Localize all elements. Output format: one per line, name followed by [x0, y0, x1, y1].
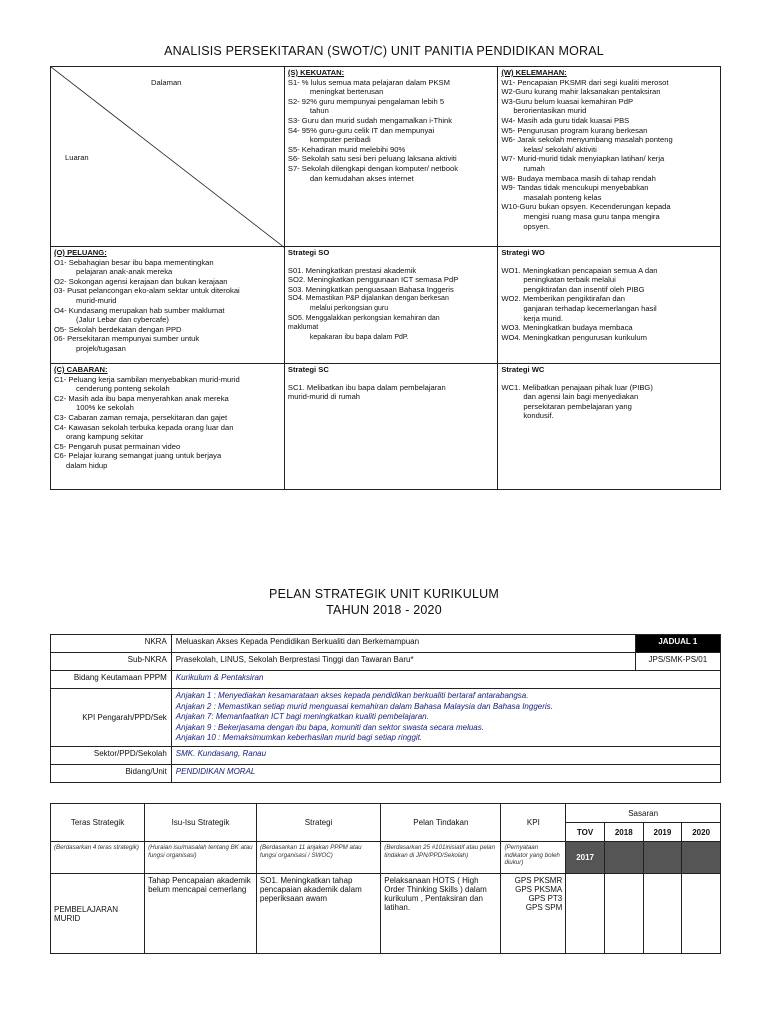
strategi-header: Strategi	[256, 804, 380, 842]
pelan-note: (Berdasarkan 25 #101inisiatif atau pelan tindakan di JPN/PPD/Sekolah)	[381, 842, 501, 874]
s-item: S3- Guru dan murid sudah mengamalkan i-Think	[287, 115, 453, 125]
s-item: S7- Sekolah dilengkapi dengan komputer/ netbook	[287, 163, 459, 173]
row-kpi	[501, 874, 566, 954]
so-item: SO5. Menggalakkan perkongsian kemahiran dan	[287, 314, 440, 322]
kpi-note: (Pernyataan indikator yang boleh diukur)	[501, 842, 566, 874]
unit-label: Bidang/Unit	[51, 764, 172, 782]
wc-item: WC1. Melibatkan penajaan pihak luar (PIBG)	[501, 382, 653, 392]
luaran-label: Luaran	[65, 153, 89, 162]
subnkra-label: Sub-NKRA	[51, 653, 172, 671]
year-header: 2018	[604, 823, 643, 842]
year-header: TOV	[566, 823, 605, 842]
tov-year: 2017	[566, 842, 605, 874]
w-item: W4- Masih ada guru tidak kuasai PBS	[501, 115, 630, 125]
w-item: W2-Guru kurang mahir laksanakan pentaksiran	[501, 87, 661, 97]
o-item: O5- Sekolah berdekatan dengan PPD	[54, 324, 182, 334]
target-cell	[643, 874, 682, 954]
nkra-value: Meluaskan Akses Kepada Pendidikan Berkualiti dan Berkemampuan	[171, 635, 635, 653]
so-item: S03. Meningkatkan penguasaan Bahasa Inggeris	[287, 284, 454, 294]
plan-years: TAHUN 2018 - 2020	[326, 603, 442, 617]
kpi-item: Anjakan 10 : Memaksimumkan keberhasilan murid bagi setiap ringgit.	[175, 733, 423, 742]
strategi-note: (Berdasarkan 11 anjakan PPPM atau fungsi organisasi / SWOC)	[256, 842, 380, 874]
w-item: W10-Guru bukan opsyen. Kecenderungan kepada	[501, 202, 671, 212]
plan-table	[50, 634, 721, 783]
opportunities-title: (O) PELUANG:	[54, 248, 107, 257]
kpi-line: GPS PT3	[528, 894, 563, 903]
sc-item: murid-murid di rumah	[287, 392, 361, 402]
kpi-list	[171, 689, 720, 747]
c-item: C4- Kawasan sekolah terbuka kepada orang luar dan	[54, 422, 234, 432]
year-header: 2019	[643, 823, 682, 842]
so-item: melalui perkongsian guru	[309, 304, 389, 312]
wc-cell	[498, 364, 721, 490]
wc-item: persekitaran pembelajaran yang	[523, 401, 632, 411]
wo-item: ganjaran terhadap kecemerlangan hasil	[523, 303, 657, 313]
kpi-label: KPI Pengarah/PPD/Sek	[51, 689, 172, 747]
isu-header: Isu-Isu Strategik	[145, 804, 257, 842]
kpi-item: Anjakan 7: Memanfaatkan ICT bagi meningkatkan kualiti pembelajaran.	[175, 712, 429, 721]
target-cell	[604, 842, 643, 874]
o-item: O1- Sebahagian besar ibu bapa mementingkan	[54, 257, 214, 267]
wo-item: WO2. Memberikan pengiktirafan dan	[501, 294, 625, 304]
kpi-header: KPI	[501, 804, 566, 842]
o-item: 06- Persekitaran mempunyai sumber untuk	[54, 334, 200, 344]
wc-title: Strategi WC	[501, 365, 545, 374]
kpi-line: GPS PKSMR	[514, 876, 563, 885]
so-item: SO2. Meningkatkan penggunaan ICT semasa PdP	[287, 275, 459, 285]
c-item: 100% ke sekolah	[76, 403, 134, 413]
teras-header: Teras Strategik	[51, 804, 145, 842]
target-cell	[682, 842, 721, 874]
strengths-cell	[284, 67, 497, 247]
so-item: kepakaran ibu bapa dalam PdP.	[309, 333, 409, 341]
s-item: dan kemudahan akses internet	[309, 173, 414, 183]
so-item: S01. Meningkatkan prestasi akademik	[287, 265, 417, 275]
kpi-item: Anjakan 9 : Bekerjasama dengan ibu bapa, komuniti dan sektor swasta secara meluas.	[175, 722, 484, 732]
unit-value: PENDIDIKAN MORAL	[171, 764, 720, 782]
s-item: S4- 95% guru-guru celik IT dan mempunyai	[287, 125, 435, 135]
sc-item: SC1. Melibatkan ibu bapa dalam pembelajaran	[287, 382, 446, 392]
wo-item: WO3. Meningkatkan budaya membaca	[501, 323, 633, 333]
kpi-item: Anjakan 1 : Menyediakan kesamarataan akses kepada pendidikan berkualiti bertaraf antarabangsa.	[175, 691, 529, 700]
wo-item: WO1. Meningkatkan pencapaian semua A dan	[501, 265, 658, 275]
wo-item: kerja murid.	[523, 313, 563, 323]
w-item: W7- Murid-murid tidak menyiapkan latihan/ kerja	[501, 154, 665, 164]
w-item: W9- Tandas tidak mencukupi menyebabkan	[501, 183, 649, 193]
w-item: W3-Guru belum kuasai kemahiran PdP	[501, 96, 634, 106]
o-item: pelajaran anak-anak mereka	[76, 267, 173, 277]
o-item: (Jalur Lebar dan cybercafe)	[76, 315, 169, 325]
nkra-label: NKRA	[51, 635, 172, 653]
challenges-title: (C) CABARAN:	[54, 365, 108, 374]
row-pelan: Pelaksanaan HOTS ( High Order Thinking Skills ) dalam kurikulum , Pentaksiran dan latihan.	[381, 874, 501, 954]
sc-cell	[284, 364, 497, 490]
year-header: 2020	[682, 823, 721, 842]
o-item: projek/tugasan	[76, 343, 126, 353]
o-item: O4- Kundasang merupakan hab sumber maklumat	[54, 305, 225, 315]
w-item: W1- Pencapaian PKSMR dari segi kualiti merosot	[501, 77, 669, 87]
target-cell	[643, 842, 682, 874]
bidang-value: Kurikulum & Pentaksiran	[171, 671, 720, 689]
wc-item: kondusif.	[523, 411, 554, 421]
jadual-badge: JADUAL 1	[635, 635, 720, 653]
row-strategi: SO1. Meningkatkan tahap pencapaian akademik dalam peperiksaan awam	[256, 874, 380, 954]
target-cell	[604, 874, 643, 954]
s-item: S5- Kehadiran murid melebihi 90%	[287, 144, 406, 154]
wo-cell	[498, 247, 721, 364]
c-item: C3- Cabaran zaman remaja, persekitaran dan gajet	[54, 412, 228, 422]
c-item: C6- Pelajar kurang semangat juang untuk berjaya	[54, 451, 222, 461]
sektor-label: Sektor/PPD/Sekolah	[51, 746, 172, 764]
o-item: murid-murid	[76, 295, 117, 305]
c-item: dalam hidup	[66, 460, 108, 470]
so-title: Strategi SO	[287, 248, 330, 257]
s-item: S2- 92% guru mempunyai pengalaman lebih 5	[287, 96, 445, 106]
weaknesses-title: (W) KELEMAHAN:	[501, 68, 567, 77]
sektor-value: SMK. Kundasang, Ranau	[171, 746, 720, 764]
swot-table	[50, 66, 721, 490]
target-cell	[682, 874, 721, 954]
target-cell	[566, 874, 605, 954]
c-item: C5- Pengaruh pusat permainan video	[54, 441, 181, 451]
sasaran-header: Sasaran	[566, 804, 721, 823]
so-item: maklumat	[287, 324, 319, 332]
dalaman-label: Dalaman	[151, 78, 182, 87]
wo-item: pengiktirafan dan insentif oleh PIBG	[523, 284, 645, 294]
bidang-label: Bidang Keutamaan PPPM	[51, 671, 172, 689]
wo-item: WO4. Meningkatkan pengurusan kurikulum	[501, 332, 647, 342]
w-item: rumah	[523, 163, 545, 173]
w-item: W6- Jarak sekolah menyumbang masalah ponteng	[501, 135, 673, 145]
row-teras: PEMBELAJARAN MURID	[51, 874, 145, 954]
sc-title: Strategi SC	[287, 365, 329, 374]
opportunities-cell	[51, 247, 285, 364]
s-item: tahun	[309, 106, 329, 116]
w-item: W8- Budaya membaca masih di tahap rendah	[501, 173, 656, 183]
plan-code: JPS/SMK-PS/01	[635, 653, 720, 671]
w-item: W5- Pengurusan program kurang berkesan	[501, 125, 648, 135]
c-item: C2- Masih ada ibu bapa menyerahkan anak mereka	[54, 393, 229, 403]
kpi-line: GPS SPM	[525, 903, 563, 912]
s-item: S1- % lulus semua mata pelajaran dalam PKSM	[287, 77, 450, 87]
wo-title: Strategi WO	[501, 248, 545, 257]
o-item: O2- Sokongan agensi kerajaan dan bukan kerajaan	[54, 276, 228, 286]
wc-item: dan agensi lain bagi menyediakan	[523, 392, 639, 402]
teras-note: (Berdasarkan 4 teras strategik)	[51, 842, 145, 874]
c-item: C1- Peluang kerja sambilan menyebabkan murid-murid	[54, 374, 240, 384]
swot-title: ANALISIS PERSEKITARAN (SWOT/C) UNIT PANITIA PENDIDIKAN MORAL	[164, 44, 604, 58]
pelan-header: Pelan Tindakan	[381, 804, 501, 842]
so-cell	[284, 247, 497, 364]
subnkra-value: Prasekolah, LINUS, Sekolah Berprestasi Tinggi dan Tawaran Baru*	[171, 653, 635, 671]
kpi-item: Anjakan 2 : Memastikan setiap murid menguasai kemahiran dalam Bahasa Malaysia dan Bahasa Inggeris.	[175, 701, 553, 711]
so-item: SO4. Memastikan P&P dijalankan dengan berkesan	[287, 295, 449, 303]
isu-note: (Huraian isu/masalah tentang BK atau fungsi organisasi)	[145, 842, 257, 874]
c-item: orang kampung sekitar	[66, 432, 144, 442]
row-isu: Tahap Pencapaian akademik belum mencapai cemerlang	[145, 874, 257, 954]
w-item: mengisi ruang masa guru tanpa mengira	[523, 211, 660, 221]
strengths-title: (S) KEKUATAN:	[287, 68, 345, 77]
w-item: kelas/ sekolah/ aktiviti	[523, 144, 597, 154]
s-item: S6- Sekolah satu sesi beri peluang laksana aktiviti	[287, 154, 457, 164]
wo-item: peningkatan terbaik melalui	[523, 275, 616, 285]
weaknesses-cell	[498, 67, 721, 247]
challenges-cell	[51, 364, 285, 490]
s-item: meningkat berterusan	[309, 87, 384, 97]
w-item: opsyen.	[523, 221, 550, 231]
swot-corner-cell	[51, 67, 285, 247]
kpi-line: GPS PKSMA	[515, 885, 563, 894]
w-item: berorientasikan murid	[513, 106, 587, 116]
plan-title: PELAN STRATEGIK UNIT KURIKULUM	[269, 587, 499, 601]
o-item: 03- Pusat pelancongan eko-alam sektar untuk diterokai	[54, 286, 240, 296]
s-item: komputer peribadi	[309, 135, 371, 145]
w-item: masalah ponteng kelas	[523, 192, 602, 202]
strategy-table	[50, 803, 721, 954]
c-item: cenderung ponteng sekolah	[76, 384, 170, 394]
